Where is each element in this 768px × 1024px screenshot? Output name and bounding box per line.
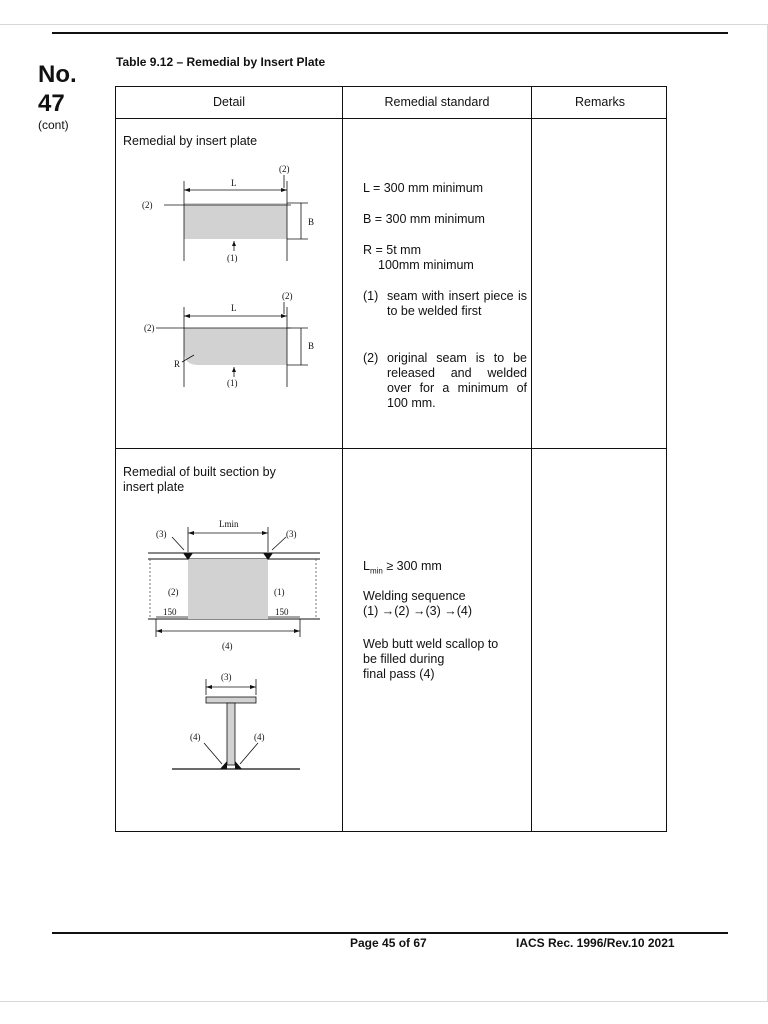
note-4-label: (4) [190,732,201,742]
header-divider [116,118,666,119]
scallop-note-line1: Web butt weld scallop to [363,637,499,651]
note-1-label: (1) [274,587,285,597]
std-Lmin-subscript: min [369,566,383,576]
dim-150-right: 150 [275,607,289,617]
std-note-2-number: (2) [363,351,379,365]
scallop-note-line3: final pass (4) [363,667,435,681]
insert-plate-rounded [184,328,287,365]
std-B: B = 300 mm minimum [363,212,485,226]
std-note-1-number: (1) [363,289,379,303]
row1-detail-title: Remedial by insert plate [123,134,258,148]
note-2-label: (2) [282,291,293,301]
web [227,703,235,765]
std-R-minimum: 100mm minimum [378,258,474,272]
note-2-label: (2) [144,323,155,333]
dim-B-label: B [308,341,315,351]
note-1-label: (1) [227,253,238,263]
welding-sequence-title: Welding sequence [363,589,466,603]
row2-detail-title [123,465,276,495]
scallop-note-line2: be filled during [363,652,445,666]
insert-web-plate [188,559,268,619]
insert-plate [184,203,287,239]
std-Lmin-symbol: L [363,559,370,573]
row2-detail-title-line1: Remedial of built section by [123,465,276,479]
header-remedial-standard: Remedial standard [384,95,490,109]
row-divider [116,448,666,449]
dim-B-label: B [308,217,315,227]
dim-150-left: 150 [163,607,177,617]
document-reference: IACS Rec. 1996/Rev.10 2021 [516,936,675,950]
std-note-2 [363,351,529,415]
dim-Lmin-label: Lmin [219,519,239,529]
row2-detail-title-line2: insert plate [123,480,185,494]
std-R: R = 5t mm [363,243,421,257]
note-4-label: (4) [222,641,233,651]
std-note-1 [363,289,529,337]
note-2-label: (2) [168,587,179,597]
document-number-label: No. [38,61,77,88]
document-number-value: 47 [38,90,65,117]
built-section-cross-section [166,667,306,777]
note-3-label: (3) [286,529,297,539]
note-3-label: (3) [221,672,232,682]
dim-L-label: L [231,303,237,313]
insert-plate-figure-2 [136,287,326,399]
document-number [38,60,77,118]
built-section-elevation [146,507,326,657]
continued-label: (cont) [38,118,69,132]
std-Lmin-value: ≥ 300 mm [382,559,442,573]
radius-R-label: R [174,359,181,369]
header-remarks: Remarks [574,95,625,109]
table-title: Table 9.12 – Remedial by Insert Plate [116,55,326,69]
column-divider [531,87,532,831]
note-3-label: (3) [156,529,167,539]
note-2-label: (2) [142,200,153,210]
std-note-2-text: original seam is to be released and welded over for a minimum of 100 mm. [387,351,527,410]
scallop-note [363,637,498,682]
note-2-label: (2) [279,164,290,174]
std-L: L = 300 mm minimum [363,181,484,195]
top-flange [206,697,256,703]
dim-L-label: L [231,178,237,188]
std-note-1-text: seam with insert piece is to be welded first [387,289,527,318]
bottom-rule [52,932,728,934]
note-4-label: (4) [254,732,265,742]
column-divider [342,87,343,831]
std-Lmin [363,559,442,579]
note-1-label: (1) [227,378,238,388]
page-number: Page 45 of 67 [350,936,427,950]
header-detail: Detail [213,95,245,109]
top-rule [52,32,728,34]
insert-plate-figure-1 [136,161,326,273]
welding-sequence: (1) →(2) →(3) →(4) [363,604,473,618]
remedial-table [115,86,667,832]
